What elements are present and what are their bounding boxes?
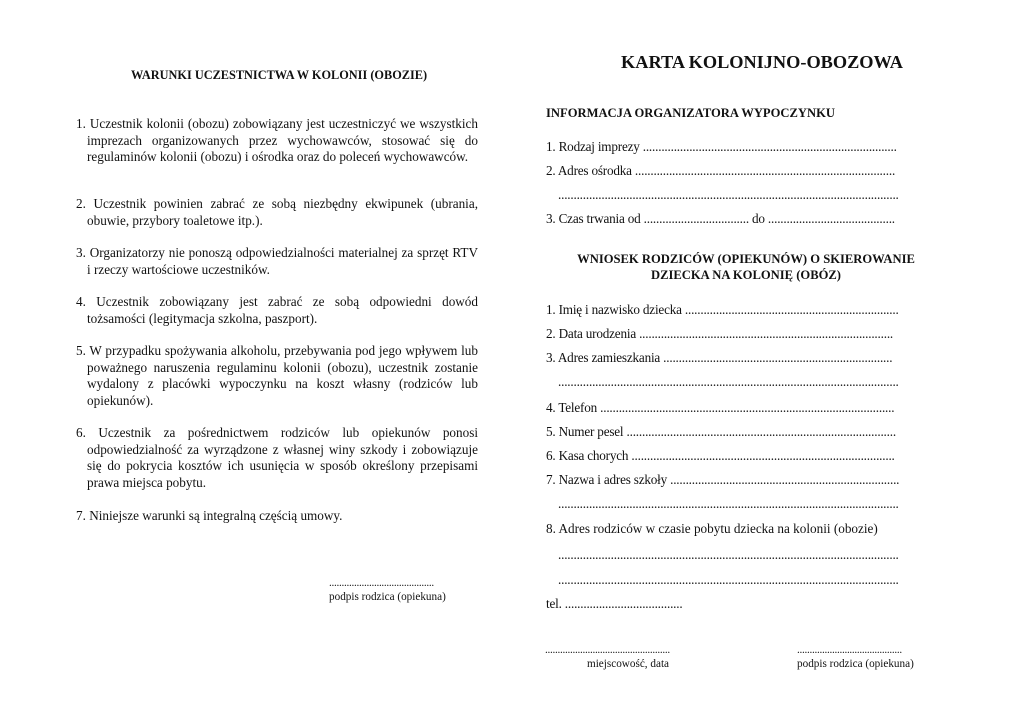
card-title: KARTA KOLONIJNO-OBOZOWA <box>621 52 903 72</box>
school-field[interactable]: 7. Nazwa i adres szkoły .......................................................................... <box>546 472 900 487</box>
signature-label: podpis rodzica (opiekuna) <box>797 658 914 670</box>
request-heading-line-1: WNIOSEK RODZICÓW (OPIEKUNÓW) O SKIEROWANIE <box>577 252 915 266</box>
signature-label: podpis rodzica (opiekuna) <box>329 591 446 603</box>
venue-address-field-continued[interactable]: .............................................................................................................. <box>558 187 899 202</box>
school-field-continued[interactable]: .............................................................................................................. <box>558 496 899 511</box>
parents-address-field[interactable]: .............................................................................................................. <box>558 547 899 562</box>
birth-date-field[interactable]: 2. Data urodzenia .................................................................................. <box>546 326 894 341</box>
condition-item: 1. Uczestnik kolonii (obozu) zobowiązany jest uczestniczyć we wszystkich imprezach organizowanych przez wychowawców, stosować się do regulaminów kolonii (obozu) i ośrodka oraz do poleceń wychowawców. <box>76 116 478 165</box>
signature-line[interactable]: .......................................... <box>329 577 434 589</box>
condition-item: 6. Uczestnik za pośrednictwem rodziców lub opiekunów ponosi odpowiedzialność za wyrządzone z własnej winy szkody i zobowiązuje się do pokrycia kosztów ich usunięcia w sposób określony przepisami prawa miejsca pobytu. <box>76 425 478 490</box>
place-date-line[interactable]: .................................................. <box>545 644 670 656</box>
duration-field[interactable]: 3. Czas trwania od .................................. do ......................................... <box>546 211 895 226</box>
condition-item: 2. Uczestnik powinien zabrać ze sobą niezbędny ekwipunek (ubrania, obuwie, przybory toaletowe itp.). <box>76 196 478 228</box>
condition-item: 7. Niniejsze warunki są integralną częścią umowy. <box>76 508 343 523</box>
conditions-title: WARUNKI UCZESTNICTWA W KOLONII (OBOZIE) <box>130 68 428 82</box>
right-signature-block <box>797 643 914 671</box>
organizer-heading: INFORMACJA ORGANIZATORA WYPOCZYNKU <box>546 106 835 120</box>
home-address-field[interactable]: 3. Adres zamieszkania .......................................................................... <box>546 350 893 365</box>
event-type-field[interactable]: 1. Rodzaj imprezy .................................................................................. <box>546 139 897 154</box>
venue-address-field[interactable]: 2. Adres ośrodka .................................................................................... <box>546 163 896 178</box>
signature-line[interactable]: .......................................... <box>797 644 902 656</box>
place-date-label: miejscowość, data <box>587 658 670 670</box>
home-address-field-continued[interactable]: .............................................................................................................. <box>558 374 899 389</box>
request-heading-line-2: DZIECKA NA KOLONIĘ (OBÓZ) <box>651 268 841 282</box>
left-signature-block <box>329 576 459 604</box>
health-fund-field[interactable]: 6. Kasa chorych ..................................................................................... <box>546 448 895 463</box>
child-name-field[interactable]: 1. Imię i nazwisko dziecka ..................................................................... <box>546 302 899 317</box>
parents-address-label: 8. Adres rodziców w czasie pobytu dziecka na kolonii (obozie) <box>546 521 878 536</box>
phone-field[interactable]: 4. Telefon ............................................................................................... <box>546 400 895 415</box>
condition-item: 5. W przypadku spożywania alkoholu, przebywania pod jego wpływem lub poważnego naruszenia regulaminu kolonii (obozu), uczestnik zostanie wydalony z placówki wypoczynku na koszt własny (rodziców lub opiekunów). <box>76 343 478 408</box>
condition-item: 4. Uczestnik zobowiązany jest zabrać ze sobą odpowiedni dowód tożsamości (legitymacja szkolna, paszport). <box>76 294 478 326</box>
parents-phone-field[interactable]: tel. ...................................... <box>546 596 683 611</box>
right-page <box>512 0 1024 724</box>
place-date-block <box>545 643 670 671</box>
pesel-field[interactable]: 5. Numer pesel ....................................................................................... <box>546 424 896 439</box>
condition-item: 3. Organizatorzy nie ponoszą odpowiedzialności materialnej za sprzęt RTV i rzeczy wartościowe uczestników. <box>76 245 478 277</box>
parents-address-field-continued[interactable]: .............................................................................................................. <box>558 572 899 587</box>
